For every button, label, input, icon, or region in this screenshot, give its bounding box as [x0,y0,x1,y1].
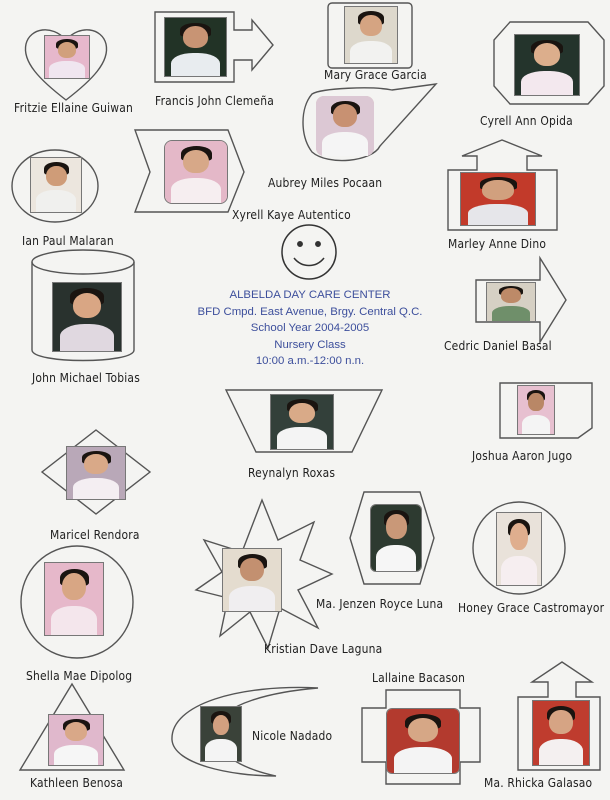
class-info-header [160,287,460,370]
student-name: John Michael Tobias [32,370,140,385]
smiley-face-icon [282,225,336,279]
student-name: Ian Paul Malaran [22,233,114,248]
student-name: Ma. Rhicka Galasao [484,775,593,790]
student-name: Lallaine Bacason [372,670,466,685]
student-name: Joshua Aaron Jugo [472,448,573,463]
student-name: Shella Mae Dipolog [26,668,133,683]
student-photo-lallaine [386,708,460,774]
student-photo-mary-grace [344,6,398,64]
student-photo-marley [460,172,536,226]
cylinder-top [32,250,134,274]
student-photo-fritzie [44,35,90,79]
student-photo-aubrey [316,96,374,156]
student-photo-maricel [66,446,126,500]
student-name: Xyrell Kaye Autentico [232,207,351,222]
school-year: School Year 2004-2005 [250,322,370,334]
student-name: Maricel Rendora [50,527,140,542]
student-name: Ma. Jenzen Royce Luna [316,596,444,611]
student-photo-john-michael [52,282,122,352]
student-name: Marley Anne Dino [448,236,547,251]
student-name: Honey Grace Castromayor [458,600,605,615]
student-photo-nicole [200,706,242,762]
student-photo-shella [44,562,104,636]
student-photo-kathleen [48,714,104,766]
student-photo-francis [164,17,227,77]
class-name: Nursery Class [274,338,346,351]
student-name: Fritzie Ellaine Guiwan [14,100,133,115]
student-name: Reynalyn Roxas [248,465,336,480]
student-name: Aubrey Miles Pocaan [268,175,383,190]
student-photo-ian-paul [30,157,82,213]
student-name: Cyrell Ann Opida [480,113,573,128]
student-photo-xyrell [164,140,228,204]
student-name: Kathleen Benosa [30,775,124,790]
student-photo-reynalyn [270,394,334,450]
center-name: ALBELDA DAY CARE CENTER [229,289,391,301]
student-name: Cedric Daniel Basal [444,338,552,353]
student-name: Francis John Clemeña [155,93,274,108]
student-photo-jenzen [370,504,422,572]
student-photo-cyrell [514,34,580,96]
student-photo-cedric [486,282,536,322]
student-photo-kristian [222,548,282,612]
center-address: BFD Cmpd. East Avenue, Brgy. Central Q.C. [197,305,423,318]
student-name: Mary Grace Garcia [324,67,427,82]
student-name: Kristian Dave Laguna [264,641,383,656]
student-name: Nicole Nadado [252,728,333,743]
student-photo-honey-grace [496,512,542,586]
student-photo-joshua [517,385,555,435]
student-photo-rhicka [532,700,590,766]
class-schedule: 10:00 a.m.-12:00 n.n. [255,355,365,367]
